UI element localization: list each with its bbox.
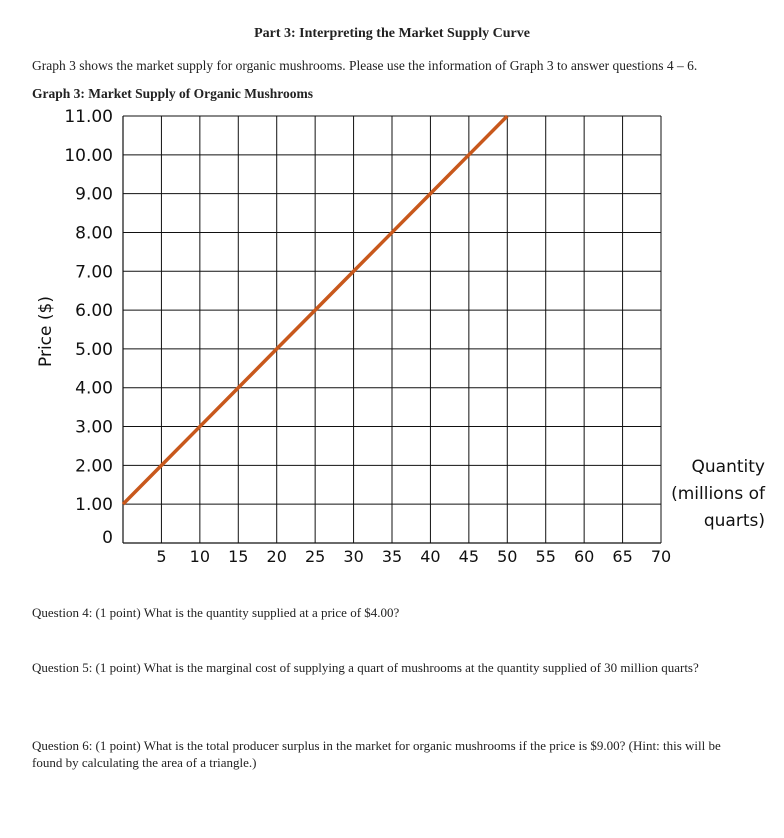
y-tick-label: 9.00 (75, 184, 113, 205)
y-tick-label: 10.00 (64, 145, 113, 166)
x-tick-label: 20 (266, 547, 287, 566)
y-tick-label: 1.00 (75, 495, 113, 516)
y-axis-label: Price ($) (36, 296, 56, 367)
x-tick-label: 35 (381, 547, 403, 566)
y-tick-label: 5.00 (75, 339, 113, 360)
y-tick-label: 2.00 (75, 456, 113, 477)
x-tick-label: 40 (420, 547, 441, 566)
x-tick-label: 30 (343, 547, 364, 566)
y-tick-label: 4.00 (75, 378, 113, 399)
x-axis-label-line: Quantity (691, 457, 765, 477)
graph-title: Graph 3: Market Supply of Organic Mushrooms (32, 86, 314, 101)
y-tick-label: 11.00 (64, 107, 113, 127)
question-4: Question 4: (1 point) What is the quantity supplied at a price of $4.00? (32, 605, 400, 620)
x-tick-label: 15 (228, 547, 249, 566)
question-6: Question 6: (1 point) What is the total producer surplus in the market for organic mushrooms if the price is $9.00? (Hint: this will be found by calculating the area of a triangle.) (32, 738, 721, 770)
x-tick-label: 55 (535, 547, 556, 566)
part-title: Part 3: Interpreting the Market Supply Curve (254, 26, 530, 41)
x-axis-label-line: (millions of (671, 484, 765, 504)
question-5: Question 5: (1 point) What is the marginal cost of supplying a quart of mushrooms at the quantity supplied of 30 million quarts? (32, 660, 699, 675)
y-tick-label: 0 (102, 528, 113, 548)
intro-text: Graph 3 shows the market supply for organic mushrooms. Please use the information of Graph 3 to answer questions 4 – 6. (32, 58, 698, 73)
x-tick-label: 5 (156, 547, 167, 566)
x-tick-label: 70 (650, 547, 672, 566)
y-tick-label: 6.00 (75, 301, 113, 322)
y-tick-label: 3.00 (75, 417, 113, 438)
x-tick-label: 60 (573, 547, 595, 566)
x-tick-label: 50 (497, 547, 518, 566)
x-tick-label: 45 (458, 547, 480, 566)
x-tick-label: 10 (189, 547, 211, 566)
y-tick-label: 7.00 (75, 262, 113, 283)
x-tick-label: 25 (304, 547, 326, 566)
y-tick-label: 8.00 (75, 223, 113, 244)
x-axis-label-line: quarts) (703, 511, 765, 531)
x-tick-label: 65 (612, 547, 633, 566)
